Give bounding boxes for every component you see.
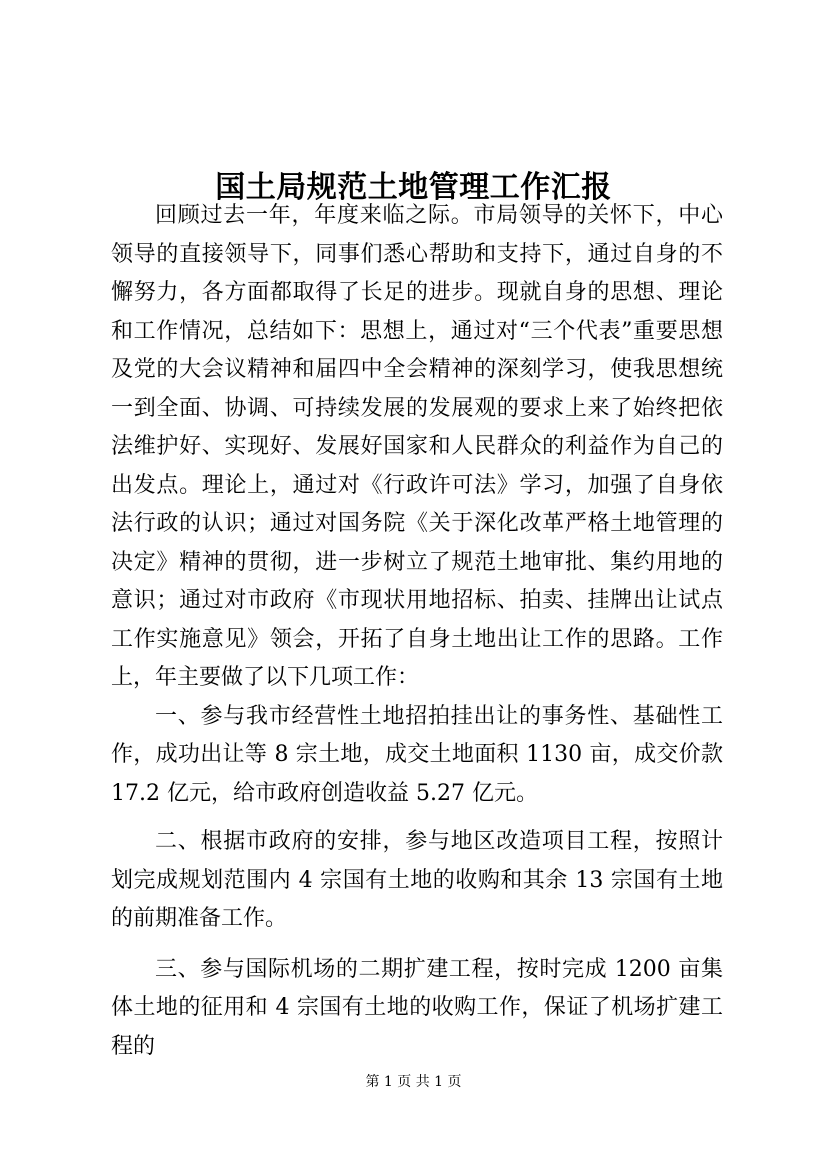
document-title: 国土局规范土地管理工作汇报 bbox=[215, 170, 612, 206]
paragraph-item-1: 一、参与我市经营性土地招拍挂出让的事务性、基础性工作，成功出让等 8 宗土地，成交土地面积 1130 亩，成交价款 17.2 亿元，给市政府创造收益 5.27 亿元。 bbox=[111, 703, 723, 806]
paragraph-item-2: 二、根据市政府的安排，参与地区改造项目工程，按照计划完成规划范围内 4 宗国有土地的收购和其余 13 宗国有土地的前期准备工作。 bbox=[111, 829, 723, 931]
document-body bbox=[111, 197, 723, 1078]
page-footer: 第 1 页 共 1 页 bbox=[365, 1074, 462, 1090]
paragraph-item-3: 三、参与国际机场的二期扩建工程，按时完成 1200 亩集体土地的征用和 4 宗国有土地的收购工作，保证了机场扩建工程的 bbox=[111, 956, 723, 1059]
paragraph-intro: 回顾过去一年，年度来临之际。市局领导的关怀下，中心领导的直接领导下，同事们悉心帮助和支持下，通过自身的不懈努力，各方面都取得了长足的进步。现就自身的思想、理论和工作情况，总结如下：思想上，通过对“三个代表”重要思想及党的大会议精神和届四中全会精神的深刻学习，使我思想统一到全面、协调、可持续发展的发展观的要求上来了始终把依法维护好、实现好、发展好国家和人民群众的利益作为自己的出发点。理论上，通过对《行政许可法》学习，加强了自身依法行政的认识；通过对国务院《关于深化改革严格土地管理的决定》精神的贯彻，进一步树立了规范土地审批、集约用地的意识；通过对市政府《市现状用地招标、拍卖、挂牌出让试点工作实施意见》领会，开拓了自身土地出让工作的思路。工作上，年主要做了以下几项工作： bbox=[111, 203, 723, 690]
